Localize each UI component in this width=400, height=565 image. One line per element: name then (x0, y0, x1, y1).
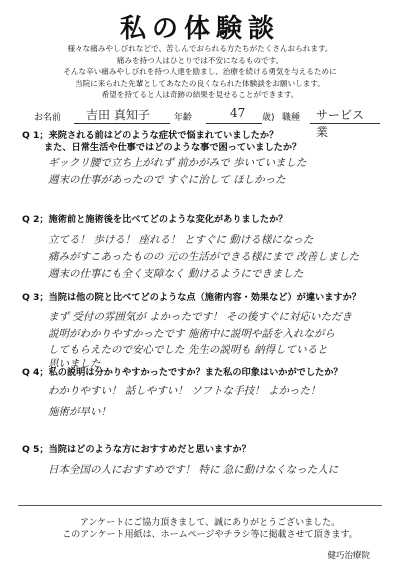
name-value: 吉田 真知子 (86, 108, 150, 122)
question-text: Q 5；当院はどのような方におすすめだと思いますか？ (22, 444, 251, 455)
footer-text (60, 517, 360, 541)
page-title: 私の体験談 (119, 14, 280, 44)
footer-divider (18, 505, 382, 506)
job-label: 職種 (282, 113, 301, 123)
question-3 (22, 292, 378, 304)
intro-line: 様々な痛みやしびれなどで、苦しんでおられる方たちがたくさんおられます。 (67, 44, 333, 53)
answer-2-line: 週末の仕事にも全く支障なく 動けるようにできました (48, 268, 304, 280)
answer-3-line: まず 受付の雰囲気が よかったです！ その後すぐに対応いただき (48, 311, 353, 323)
intro-line: そんな辛い痛みやしびれを持つ人達を励まし、治療を続ける勇気を与えるために (63, 67, 337, 76)
question-5 (22, 444, 378, 456)
question-2 (22, 214, 378, 226)
job-underline (310, 123, 380, 124)
answer-5-line: 日本全国の人におすすめです！ 特に 急に動けなくなった人に (48, 464, 339, 476)
question-1 (22, 130, 378, 154)
answer-4-line: わかりやすい！ 話しやすい！ ソフトな手技！ よかった！ (48, 385, 321, 397)
footer-line: アンケートにご協力頂きまして、誠にありがとうございました。 (79, 518, 341, 528)
answer-3-line: してもらえたので安心でした 先生の説明も 納得していると (48, 344, 328, 356)
intro-line: 希望を持てると人は奇跡の結果を見せることができます。 (101, 90, 299, 99)
age-label: 年齢 (174, 113, 193, 123)
answer-1-line: ギックリ腰で立ち上がれず 前かがみで 歩いていました (48, 157, 307, 169)
answer-2-line: 痛みがすこあったものの 元の生活ができる様にまで 改善しました (48, 251, 360, 263)
question-text: Q 2；施術前と施術後を比べてどのような変化がありましたか？ (22, 214, 288, 225)
intro-line: 痛みを持つ人はひとりでは不安になるものです。 (116, 55, 284, 65)
footer-line: このアンケート用紙は、ホームページやチラシ等に掲載させて頂きます。 (62, 530, 358, 540)
question-text: Q 1；来院される前はどのような症状で悩まれていましたか？ (22, 130, 279, 141)
age-underline (206, 123, 262, 124)
job-value: サービス業 (316, 108, 365, 139)
intro-text (40, 43, 360, 101)
question-4 (22, 367, 378, 379)
name-underline (74, 123, 170, 124)
answer-3-line: 思いました (48, 358, 101, 370)
clinic-name: 健巧治療院 (327, 551, 370, 561)
answer-4-line: 施術が早い！ (48, 406, 111, 418)
answer-2-line: 立てる！ 歩ける！ 座れる！ とすぐに 動ける様になった (48, 234, 314, 246)
name-label: お名前 (34, 113, 62, 123)
answer-3-line: 説明がわかりやすかったです 施術中に説明や話を入れながら (48, 328, 335, 340)
question-text: Q 4；私の説明は分かりやすかったですか？また私の印象はいかがでしたか？ (22, 367, 343, 378)
question-text: Q 3；当院は他の院と比べてどのような点（施術内容・効果など）が違いますか？ (22, 292, 361, 303)
age-value: 47 (230, 106, 246, 120)
age-suffix: 歳) (262, 113, 275, 123)
question-text: また、日常生活や仕事ではどのような事で困っていましたか？ (44, 142, 302, 153)
answer-1-line: 週末の仕事があったので すぐに治して ほしかった (48, 174, 286, 186)
intro-line: 当院に来られた先輩としてあなたの良くなられた体験談をお願いします。 (75, 78, 325, 88)
